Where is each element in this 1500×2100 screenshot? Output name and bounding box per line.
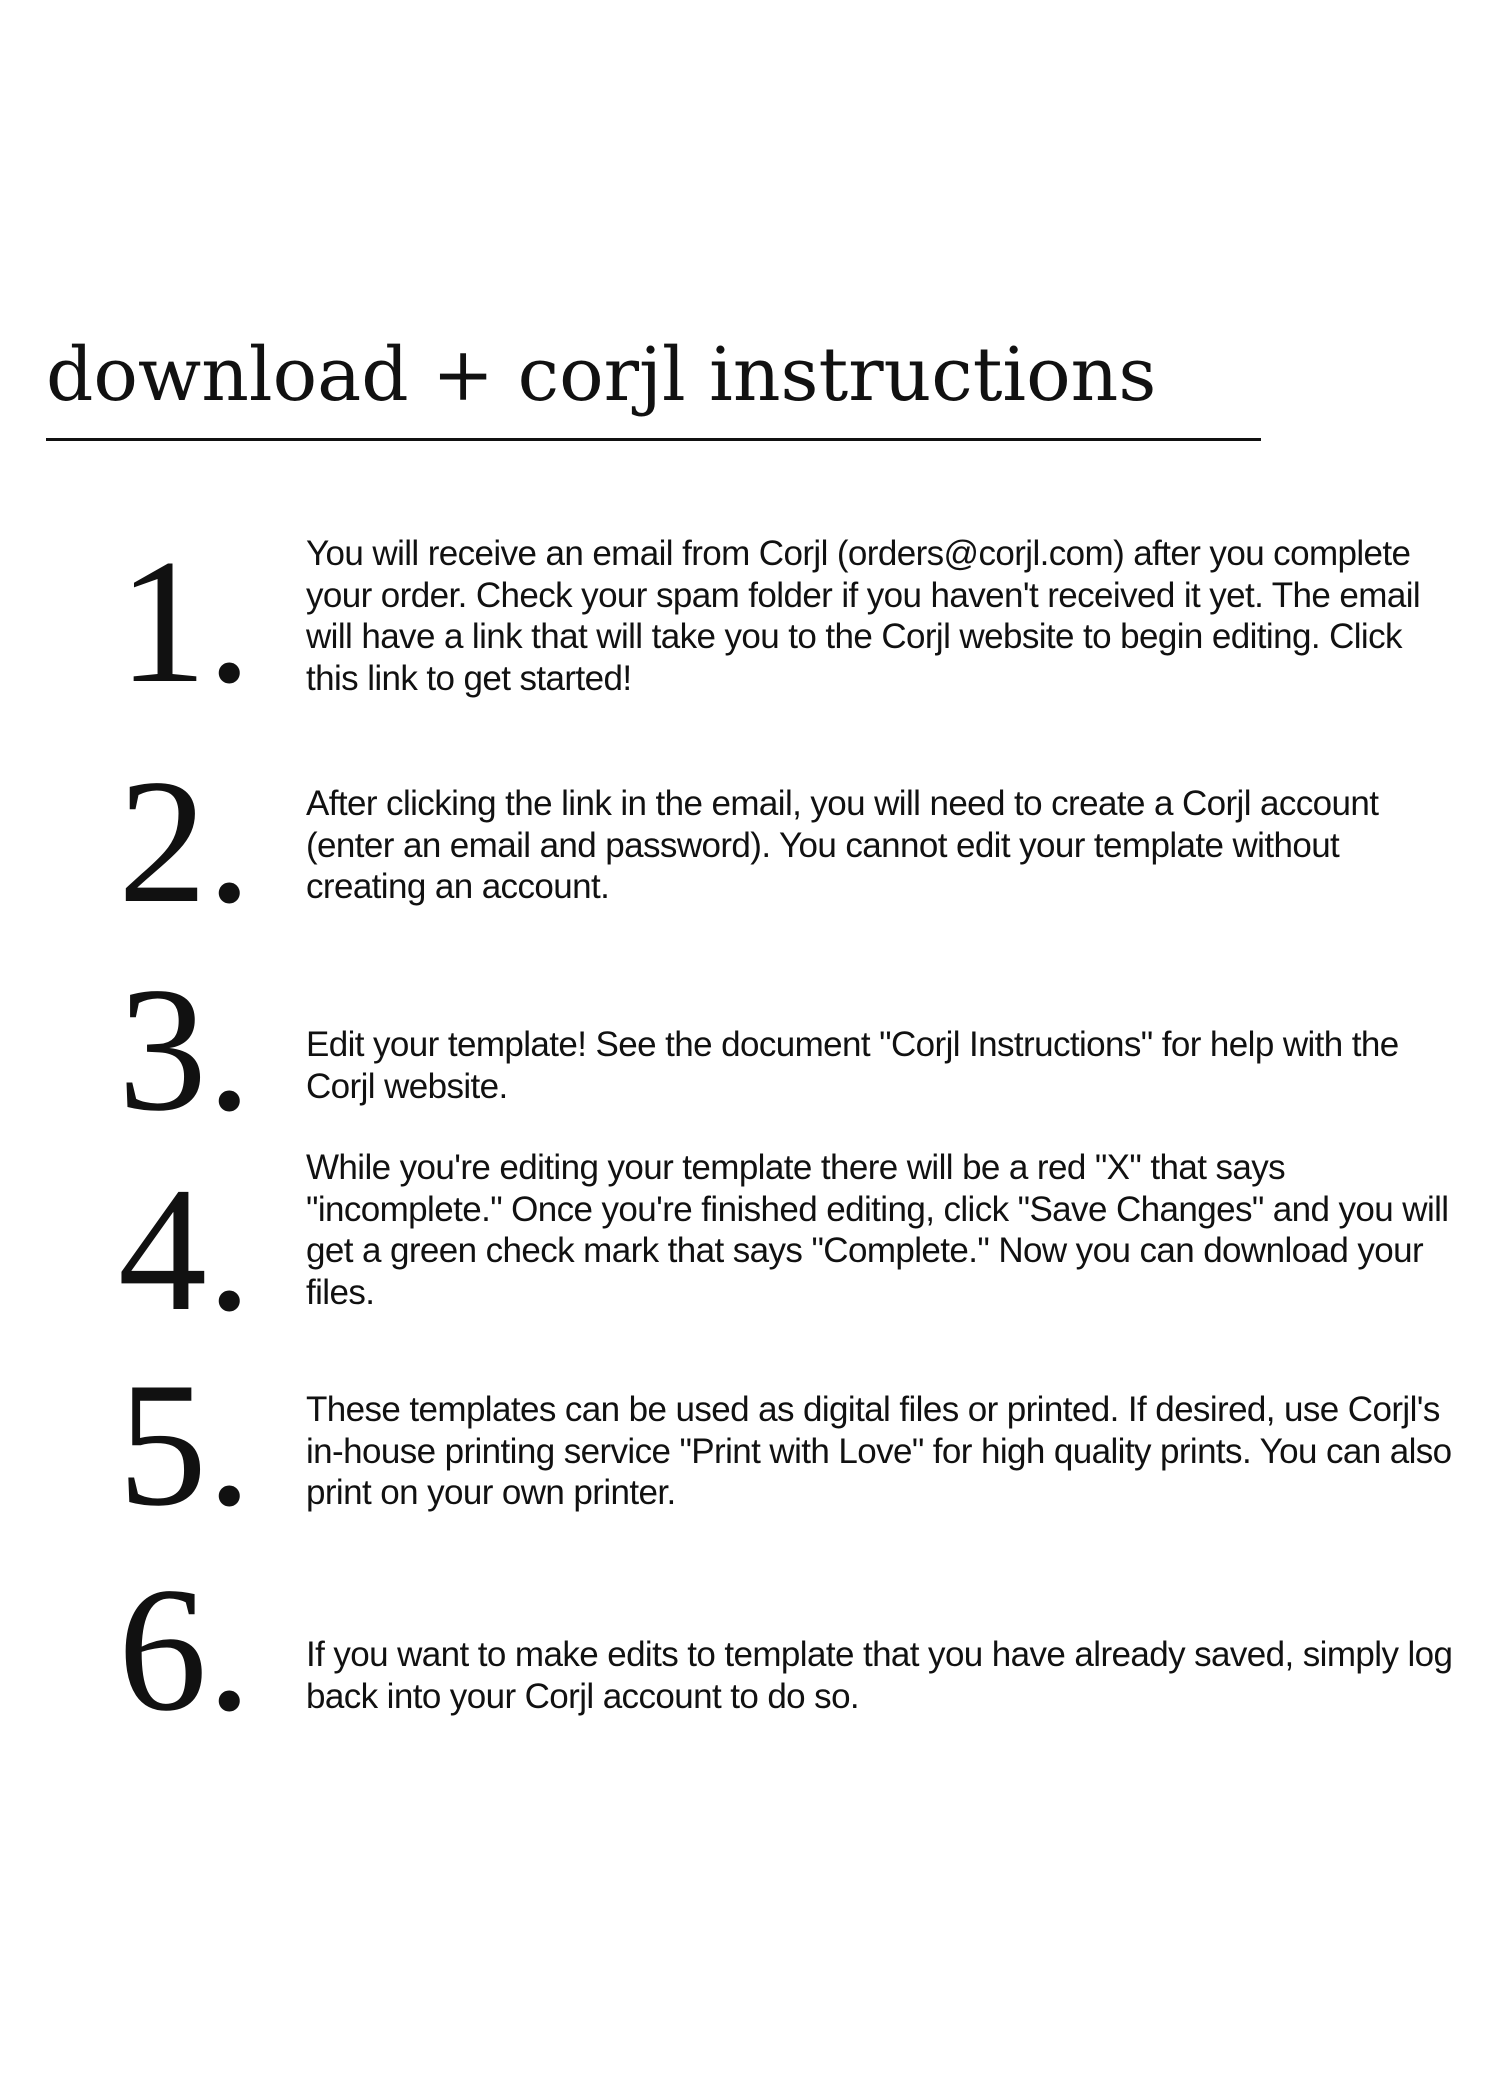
step-number: 5. <box>118 1345 252 1543</box>
step-text: Edit your template! See the document "Corjl Instructions" for help with the Corjl website. <box>306 1025 1399 1106</box>
step-text: While you're editing your template there will be a red "X" that says "incomplete." Once you're finished editing, click "Save Changes" and you will get a green check mark that says "Complete." Now you can download your files. <box>306 1148 1449 1312</box>
step-number: 1. <box>118 522 252 720</box>
step-text: You will receive an email from Corjl (orders@corjl.com) after you complete your order. Check your spam folder if you haven't received it yet. The email will have a link that will take you to the Corjl website to begin editing. Click this link to get started! <box>306 534 1421 698</box>
step-number: 2. <box>118 742 252 940</box>
step-number: 3. <box>118 950 252 1148</box>
step-text: If you want to make edits to template that you have already saved, simply log back into your Corjl account to do so. <box>306 1635 1453 1716</box>
step-number: 4. <box>118 1150 252 1348</box>
step-text: After clicking the link in the email, you will need to create a Corjl account (enter an email and password). You cannot edit your template without creating an account. <box>306 784 1379 906</box>
step-number: 6. <box>118 1550 252 1748</box>
title-underline <box>46 438 1261 441</box>
step-text: These templates can be used as digital files or printed. If desired, use Corjl's in-house printing service "Print with Love" for high quality prints. You can also print on your own printer. <box>306 1390 1452 1512</box>
page-title: download + corjl instructions <box>46 332 1157 418</box>
